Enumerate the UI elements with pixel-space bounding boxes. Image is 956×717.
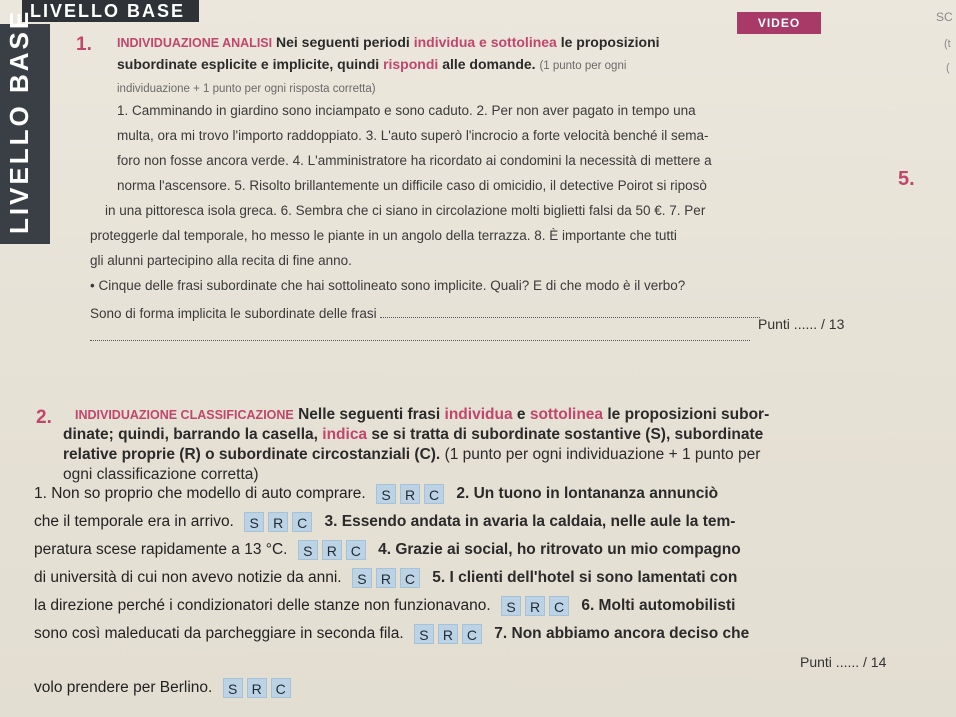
exercise-2-keyword: INDIVIDUAZIONE CLASSIFICAZIONE: [75, 408, 294, 422]
exercise-1-line: 1. Camminando in giardino sono inciampato e sono caduto. 2. Per non aver pagato in tempo una: [117, 103, 696, 118]
exercise-2-line: [34, 568, 737, 588]
option-r-box[interactable]: R: [400, 484, 420, 504]
exercise-2-head-line3-bold: relative proprie (R) o subordinate circostanziali (C).: [63, 446, 441, 463]
exercise-1-head-highlight-2: rispondi: [383, 56, 439, 72]
option-s-box[interactable]: S: [376, 484, 396, 504]
sentence-1: 1. Non so proprio che modello di auto comprare.: [34, 485, 366, 503]
answer-blank-2[interactable]: [90, 326, 750, 341]
exercise-2-line: [34, 540, 741, 560]
option-s-box[interactable]: S: [298, 540, 318, 560]
option-s-box[interactable]: S: [352, 568, 372, 588]
exercise-2-head-line3-note: (1 punto per ogni individuazione + 1 punto per: [444, 446, 761, 463]
exercise-1-line: multa, ora mi trovo l'importo raddoppiato. 3. L'auto superò l'incrocio a forte velocità benché il sema-: [117, 128, 709, 143]
exercise-1-answer-start: Sono di forma implicita le subordinate delle frasi: [90, 306, 377, 321]
exercise-1-line: in una pittoresca isola greca. 6. Sembra che ci siano in circolazione molti biglietti falsi da 50 €. 7. Per: [105, 203, 706, 218]
sentence-5-start: 5. I clienti dell'hotel si sono lamentati con: [432, 569, 738, 587]
level-side-label: LIVELLO BASE: [4, 8, 34, 234]
corner-text-a: SC: [936, 10, 953, 24]
exercise-2-head-highlight-3: indica: [322, 426, 368, 443]
option-s-box[interactable]: S: [244, 512, 264, 532]
option-r-box[interactable]: R: [247, 678, 267, 698]
exercise-1-head-note-1: (1 punto per ogni: [539, 60, 627, 72]
exercise-1-number: 1.: [76, 34, 92, 55]
option-group-4: [352, 568, 424, 588]
exercise-1-head-highlight-1: individua e sottolinea: [413, 34, 557, 50]
exercise-1-head-text-3: alle domande.: [442, 56, 536, 72]
option-s-box[interactable]: S: [414, 624, 434, 644]
exercise-2-head-1: Nelle seguenti frasi: [298, 406, 441, 423]
option-group-3: [298, 540, 370, 560]
exercise-1-score: Punti ...... / 13: [758, 316, 845, 332]
exercise-2-line: [34, 678, 299, 698]
sentence-7-start: 7. Non abbiamo ancora deciso che: [494, 625, 750, 643]
exercise-1-line: proteggerle dal temporale, ho messo le piante in un angolo della terrazza. 8. È importante che tutti: [90, 228, 677, 243]
exercise-2-line: [34, 512, 735, 532]
option-r-box[interactable]: R: [525, 596, 545, 616]
margin-number: 5.: [898, 168, 915, 190]
exercise-1-question: • Cinque delle frasi subordinate che hai sottolineato sono implicite. Quali? E di che modo è il verbo?: [90, 278, 686, 293]
option-c-box[interactable]: C: [549, 596, 569, 616]
option-group-7: [223, 678, 295, 698]
option-r-box[interactable]: R: [268, 512, 288, 532]
answer-blank-1[interactable]: [380, 303, 760, 318]
option-s-box[interactable]: S: [223, 678, 243, 698]
option-c-box[interactable]: C: [292, 512, 312, 532]
exercise-2-head-highlight-1: individua: [444, 406, 513, 423]
exercise-1-head-bold-line2: subordinate esplicite e implicite, quindi: [117, 56, 380, 72]
exercise-1-heading: [117, 32, 917, 100]
option-group-2: [244, 512, 316, 532]
exercise-1-line: gli alunni partecipino alla recita di fine anno.: [90, 253, 352, 268]
sentence-6-end: sono così maleducati da parcheggiare in seconda fila.: [34, 625, 404, 643]
option-c-box[interactable]: C: [346, 540, 366, 560]
exercise-1-line: norma l'ascensore. 5. Risolto brillantemente un difficile caso di omicidio, il detective Poirot si riposò: [117, 178, 707, 193]
exercise-1-answer-continued: [90, 326, 750, 344]
level-side-strip: [0, 8, 50, 244]
option-c-box[interactable]: C: [462, 624, 482, 644]
option-r-box[interactable]: R: [438, 624, 458, 644]
exercise-2-heading: [63, 405, 945, 485]
sentence-4-end: di università di cui non avevo notizie da anni.: [34, 569, 342, 587]
sentence-2-end: che il temporale era in arrivo.: [34, 513, 234, 531]
exercise-2-head-2: e: [516, 406, 526, 423]
exercise-1-head-text-2: le proposizioni: [560, 34, 660, 50]
exercise-2-score: Punti ...... / 14: [800, 654, 887, 670]
option-c-box[interactable]: C: [424, 484, 444, 504]
exercise-2-line: [34, 596, 735, 616]
option-c-box[interactable]: C: [400, 568, 420, 588]
exercise-1-head-note-2: individuazione + 1 punto per ogni risposta corretta): [117, 83, 376, 95]
option-c-box[interactable]: C: [271, 678, 291, 698]
exercise-2-line: [34, 484, 718, 504]
option-r-box[interactable]: R: [376, 568, 396, 588]
option-group-1: [376, 484, 448, 504]
exercise-2-head-3: le proposizioni subor-: [607, 406, 770, 423]
sentence-2-start: 2. Un tuono in lontananza annunciò: [456, 485, 719, 503]
level-banner: LIVELLO BASE: [22, 0, 199, 22]
exercise-1-head-text-1: Nei seguenti periodi: [276, 34, 410, 50]
sentence-3-start: 3. Essendo andata in avaria la caldaia, nelle aule la tem-: [324, 513, 736, 531]
sentence-7-end: volo prendere per Berlino.: [34, 679, 213, 697]
video-tag[interactable]: VIDEO: [737, 12, 821, 34]
option-group-6: [414, 624, 486, 644]
corner-text-c: (: [946, 62, 950, 74]
exercise-2-head-line2-a: dinate; quindi, barrando la casella,: [63, 426, 318, 443]
exercise-2-head-highlight-2: sottolinea: [529, 406, 604, 423]
option-group-5: [501, 596, 573, 616]
sentence-6-start: 6. Molti automobilisti: [581, 597, 736, 615]
exercise-1-keyword: INDIVIDUAZIONE ANALISI: [117, 36, 273, 50]
exercise-2-line: [34, 624, 749, 644]
option-s-box[interactable]: S: [501, 596, 521, 616]
sentence-3-end: peratura scese rapidamente a 13 °C.: [34, 541, 288, 559]
exercise-2-number: 2.: [36, 407, 52, 428]
exercise-2-head-line2-b: se si tratta di subordinate sostantive (S), subordinate: [371, 426, 764, 443]
exercise-1-answer: [90, 303, 760, 321]
exercise-2-head-line4-note: ogni classificazione corretta): [63, 466, 259, 483]
exercise-1-line: foro non fosse ancora verde. 4. L'amministratore ha ricordato ai condomini la necessità di mettere a: [117, 153, 712, 168]
option-r-box[interactable]: R: [322, 540, 342, 560]
corner-text-b: (t: [944, 38, 951, 50]
sentence-5-end: la direzione perché i condizionatori delle stanze non funzionavano.: [34, 597, 491, 615]
sentence-4-start: 4. Grazie ai social, ho ritrovato un mio compagno: [378, 541, 741, 559]
